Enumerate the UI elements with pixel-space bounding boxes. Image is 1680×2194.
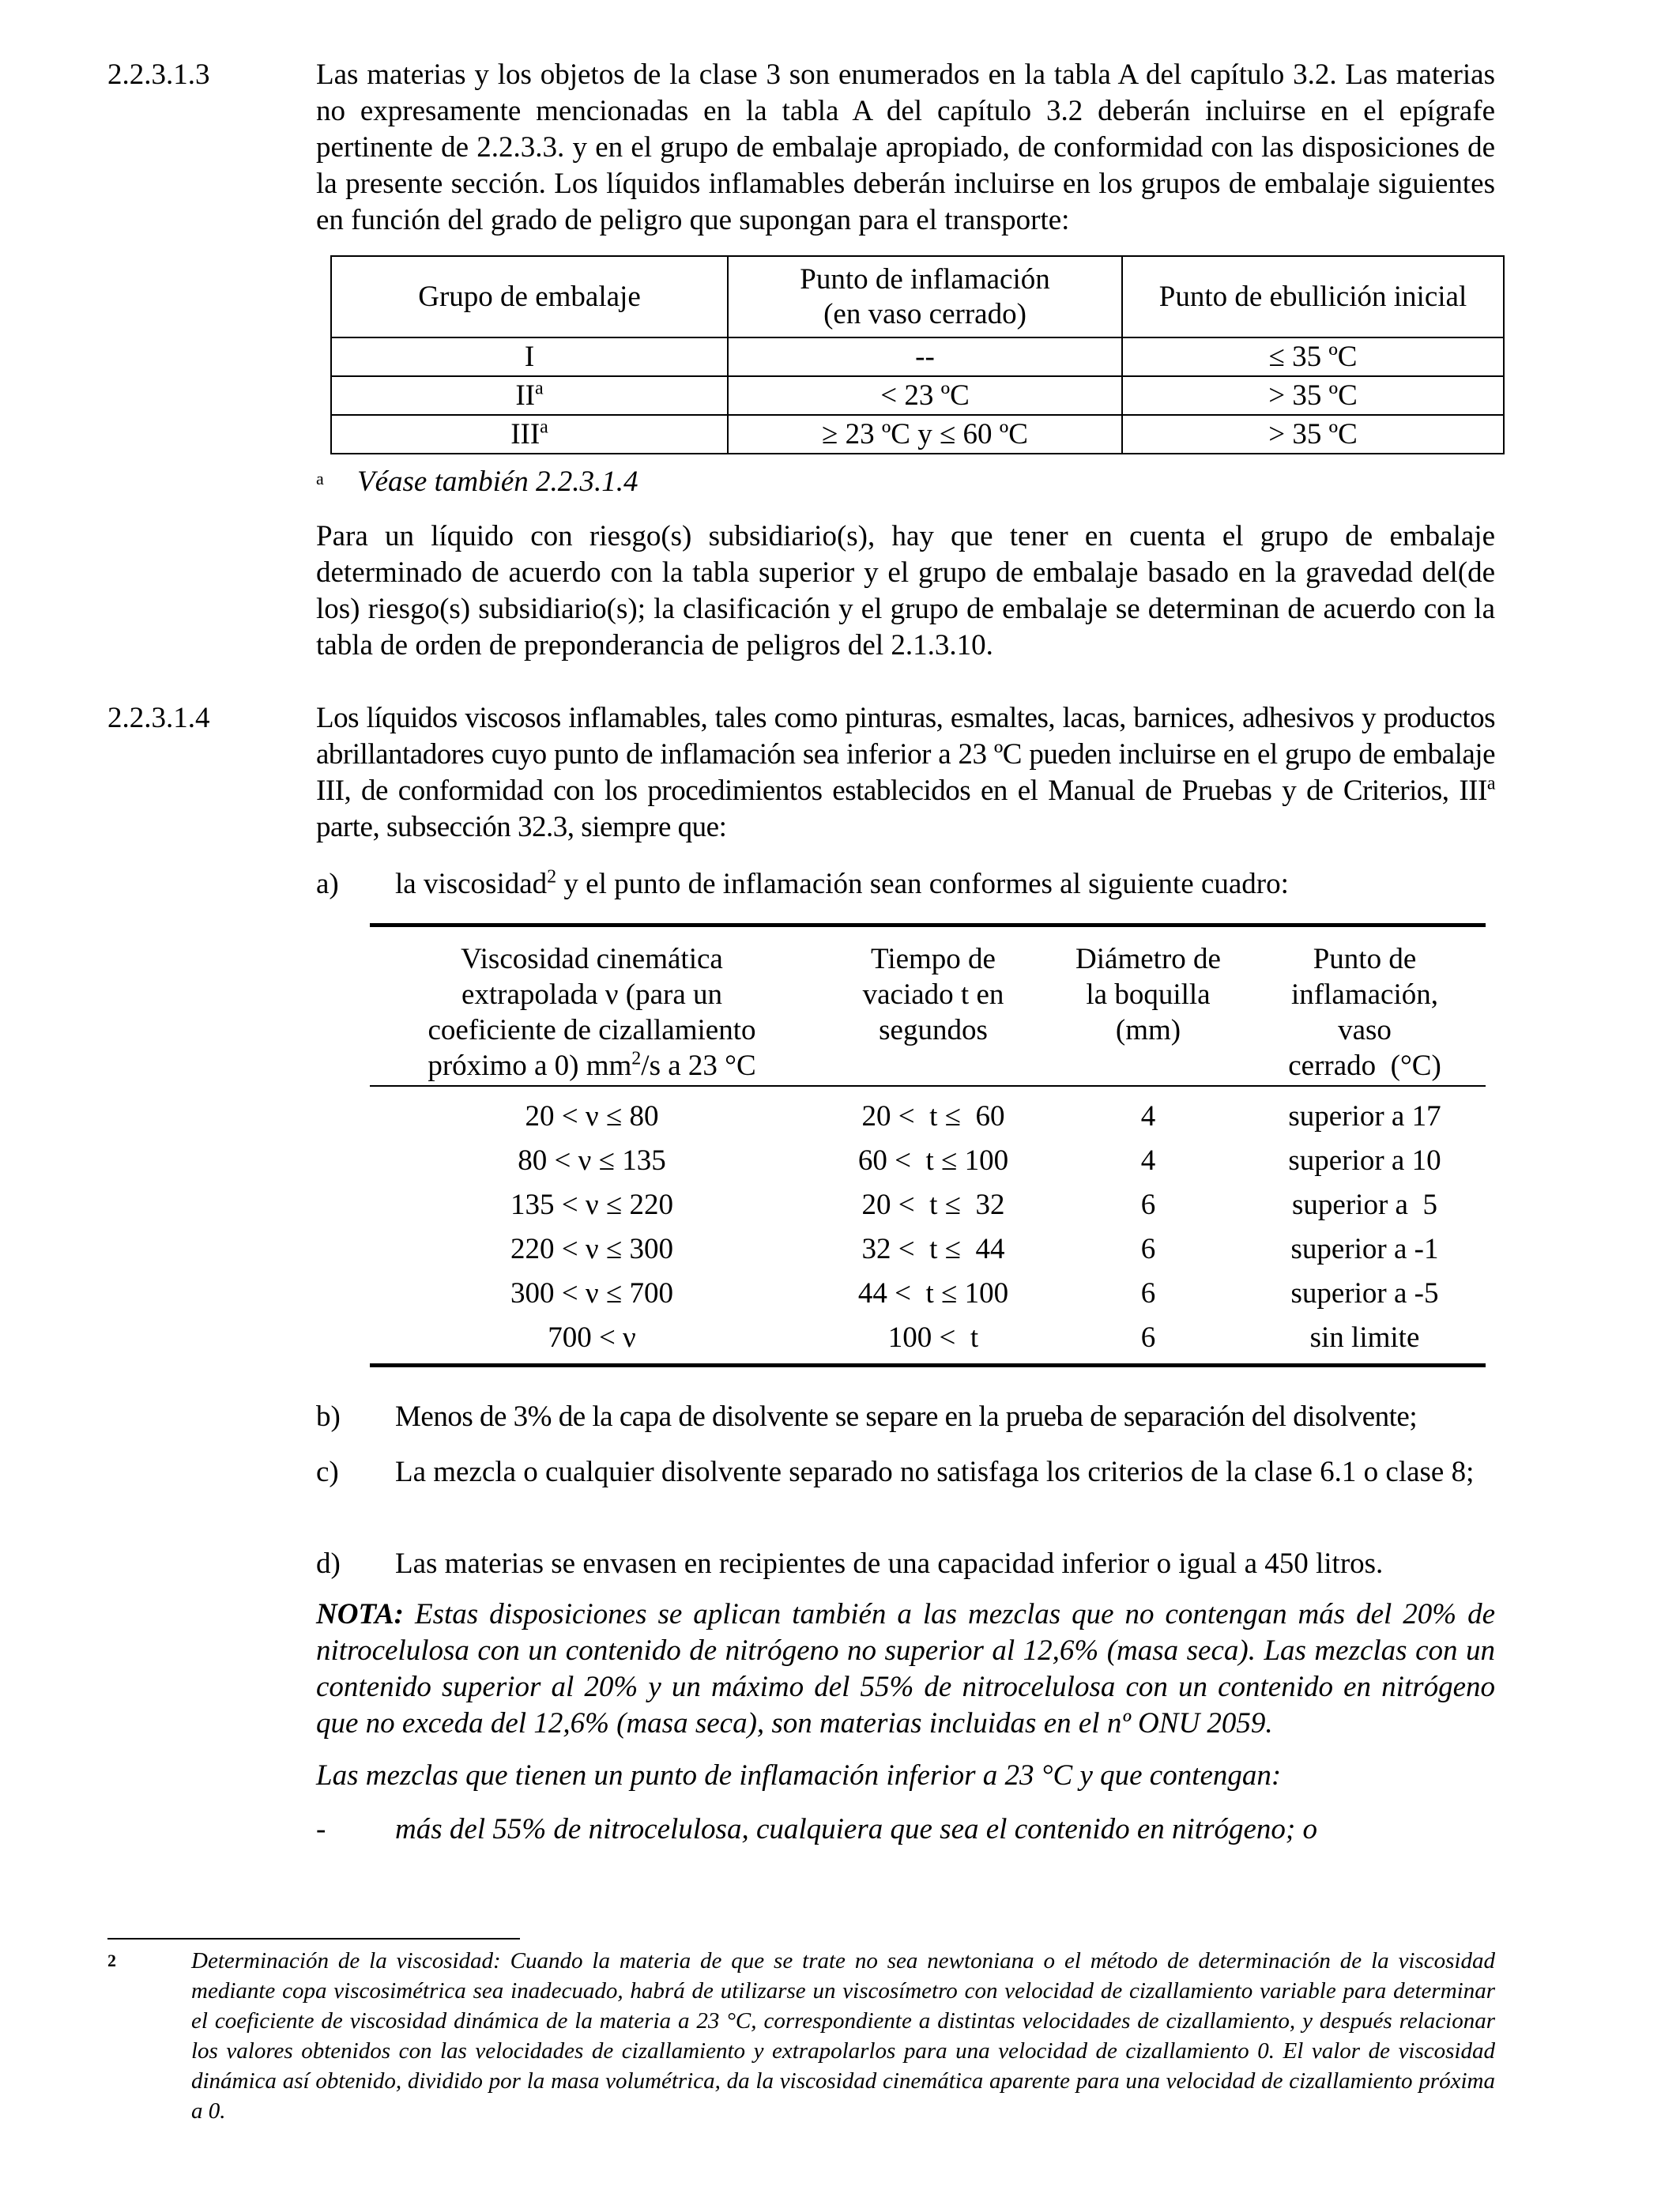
table-header-cell [728, 256, 1122, 337]
dash-item-text: más del 55% de nitrocelulosa, cualquiera que sea el contenido en nitrógeno; o [395, 1813, 1317, 1845]
table-cell: superior a 5 [1292, 1189, 1437, 1221]
header-line: vaso [1338, 1014, 1392, 1046]
table-row [370, 1316, 1486, 1366]
header-line: Tiempo de [871, 943, 996, 975]
nota-text: Estas disposiciones se aplican también a las mezclas que no contengan más del 20% de nitrocelulosa con un contenido de nitrógeno no superior al 12,6% (masa seca). Las mezclas con un contenido superior al 20% y un máximo del 55% de nitrocelulosa con un contenido en nitrógeno que no exceda del 12,6% (masa seca), son materias incluidas en el nº ONU 2059. [316, 1598, 1495, 1740]
section-number: 2.2.3.1.3 [107, 58, 210, 91]
section-number: 2.2.3.1.4 [107, 702, 210, 734]
header-line: extrapolada ν (para un [461, 978, 723, 1011]
table-cell: superior a -5 [1290, 1277, 1439, 1310]
header-line: Diámetro de [1075, 943, 1221, 975]
table-row [370, 1183, 1486, 1227]
dash-bullet: - [316, 1813, 326, 1845]
table-header-cell [814, 925, 1053, 1087]
table-footnote-text: Véase también 2.2.3.1.4 [357, 466, 638, 498]
header-text: próximo a 0) mm [428, 1050, 632, 1082]
table-cell: 32 < t ≤ 44 [861, 1233, 1005, 1265]
table-cell: < 23 ºC [728, 376, 1122, 415]
table-cell: superior a -1 [1290, 1233, 1439, 1265]
table-cell: 4 [1140, 1144, 1156, 1177]
table-row [331, 415, 1504, 454]
footnote-separator [107, 1938, 520, 1940]
table-cell: 60 < t ≤ 100 [857, 1144, 1009, 1177]
table-cell [331, 415, 728, 454]
list-text-part: la viscosidad [395, 868, 548, 900]
table-cell: 6 [1140, 1189, 1156, 1221]
list-label-a: a) [316, 868, 339, 900]
packing-group-table [330, 255, 1505, 454]
table-row [370, 1272, 1486, 1316]
section-paragraph: Las materias y los objetos de la clase 3 son enumerados en la tabla A del capítulo 3.2. Las materias no expresamente mencionadas en la tabla A del capítulo 3.2 deberán incluirse en el epígrafe pertinente de 2.2.3.3. y en el grupo de embalaje apropiado, de conformidad con las disposiciones de la presente sección. Los líquidos inflamables deberán incluirse en los grupos de embalaje siguientes en función del grado de peligro que supongan para el transporte: [316, 58, 1495, 236]
table-cell: 300 < ν ≤ 700 [510, 1277, 673, 1310]
table-header-cell [1053, 925, 1244, 1087]
paragraph-text: parte, subsección 32.3, siempre que: [316, 811, 727, 843]
list-label-c: c) [316, 1456, 339, 1488]
group-value: III [510, 417, 541, 450]
list-text-c: La mezcla o cualquier disolvente separado no satisfaga los criterios de la clase 6.1 o clase 8; [395, 1456, 1475, 1488]
header-line: vaciado t en [862, 978, 1004, 1011]
table-cell: 20 < t ≤ 60 [861, 1100, 1005, 1133]
header-line: la boquilla [1086, 978, 1211, 1011]
group-value: I [524, 340, 535, 373]
table-cell: 20 < t ≤ 32 [861, 1189, 1005, 1221]
table-row [331, 376, 1504, 415]
table-row [370, 1086, 1486, 1139]
footnote-ref: a [535, 378, 544, 399]
table-cell: superior a 10 [1288, 1144, 1441, 1177]
list-text-b: Menos de 3% de la capa de disolvente se separe en la prueba de separación del disolvente; [395, 1400, 1418, 1433]
table-cell: 4 [1140, 1100, 1156, 1133]
table-cell: -- [728, 337, 1122, 376]
header-line: Punto de [1313, 943, 1417, 975]
table-cell: > 35 ºC [1122, 376, 1504, 415]
table-header-cell [370, 925, 814, 1087]
table-cell: 20 < ν ≤ 80 [525, 1100, 659, 1133]
table-header-cell: Punto de ebullición inicial [1122, 256, 1504, 337]
header-line: Viscosidad cinemática [461, 943, 723, 975]
table-cell: 100 < t [814, 1316, 1053, 1366]
table-row [331, 337, 1504, 376]
table-cell: 6 [1140, 1233, 1156, 1265]
table-cell: 80 < ν ≤ 135 [518, 1144, 666, 1177]
table-cell: ≥ 23 ºC y ≤ 60 ºC [728, 415, 1122, 454]
header-text: /s a 23 °C [641, 1050, 756, 1082]
header-line: segundos [879, 1014, 988, 1046]
table-cell: ≤ 35 ºC [1122, 337, 1504, 376]
list-text-d: Las materias se envasen en recipientes de una capacidad inferior o igual a 450 litros. [395, 1547, 1384, 1580]
header-line [371, 1048, 813, 1084]
table-footnote-mark: a [316, 469, 324, 488]
table-cell: 135 < ν ≤ 220 [510, 1189, 673, 1221]
header-line: inflamación, [1291, 978, 1438, 1011]
table-cell: 44 < t ≤ 100 [857, 1277, 1009, 1310]
table-cell: sin limite [1244, 1316, 1486, 1366]
superscript: a [1486, 773, 1495, 794]
list-label-b: b) [316, 1400, 341, 1433]
table-cell [331, 337, 728, 376]
table-header-cell [1244, 925, 1486, 1087]
nota-label: NOTA: [316, 1598, 404, 1630]
list-text-a [395, 866, 1495, 903]
table-cell [331, 376, 728, 415]
table-header-cell: Grupo de embalaje [331, 256, 728, 337]
table-cell: 6 [1140, 1277, 1156, 1310]
header-line: coeficiente de cizallamiento [428, 1014, 756, 1046]
group-value: II [515, 379, 535, 412]
footnote-ref: 2 [547, 866, 557, 888]
paragraph-text: Los líquidos viscosos inflamables, tales como pinturas, esmaltes, lacas, barnices, adhesivos y productos abrillantadores cuyo punto de inflamación sea inferior a 23 ºC pueden incluirse en el grupo de embalaje III, de conformidad con los procedimientos establecidos en el Manual de Pruebas y de Criterios, III [316, 702, 1495, 807]
superscript: 2 [631, 1048, 642, 1069]
header-line: (mm) [1115, 1014, 1181, 1046]
list-text-part: y el punto de inflamación sean conformes al siguiente cuadro: [556, 868, 1289, 900]
list-label-d: d) [316, 1547, 341, 1580]
header-line: Punto de inflamación [800, 262, 1050, 296]
nota-paragraph [316, 1596, 1495, 1742]
subsidiary-risk-paragraph: Para un líquido con riesgo(s) subsidiario(s), hay que tener en cuenta el grupo de embalaje determinado de acuerdo con la tabla superior y el grupo de embalaje basado en la gravedad del(de los) riesgo(s) subsidiario(s); la clasificación y el grupo de embalaje se determinan de acuerdo con la tabla de orden de preponderancia de peligros del 2.1.3.10. [316, 520, 1495, 662]
footnote-ref: a [540, 417, 548, 438]
table-row [370, 1227, 1486, 1272]
footnote-mark: 2 [107, 1951, 116, 1970]
table-cell: superior a 17 [1288, 1100, 1441, 1133]
table-header-row [370, 925, 1486, 1087]
footnote-text: Determinación de la viscosidad: Cuando la materia de que se trate no sea newtoniana o el método de determinación de la viscosidad mediante copa viscosimétrica sea inadecuado, habrá de utilizarse un viscosímetro con velocidad de cizallamiento variable para determinar el coeficiente de viscosidad dinámica de la materia a 23 °C, correspondiente a distintas velocidades de cizallamiento, y después relacionar los valores obtenidos con las velocidades de cizallamiento y extrapolarlos para una velocidad de cizallamiento 0. El valor de viscosidad dinámica así obtenido, dividido por la masa volumétrica, da la viscosidad cinemática aparente para una velocidad de cizallamiento próxima a 0. [191, 1948, 1495, 2124]
viscosity-table [370, 923, 1486, 1367]
table-cell: 700 < ν [370, 1316, 814, 1366]
table-cell: > 35 ºC [1122, 415, 1504, 454]
section-paragraph [316, 700, 1495, 846]
table-cell: 220 < ν ≤ 300 [510, 1233, 673, 1265]
mixtures-paragraph: Las mezclas que tienen un punto de inflamación inferior a 23 °C y que contengan: [316, 1759, 1282, 1792]
table-cell: 6 [1053, 1316, 1244, 1366]
table-header-row [331, 256, 1504, 337]
table-row [370, 1139, 1486, 1183]
header-line: cerrado (°C) [1288, 1050, 1441, 1082]
header-line: (en vaso cerrado) [823, 297, 1026, 330]
